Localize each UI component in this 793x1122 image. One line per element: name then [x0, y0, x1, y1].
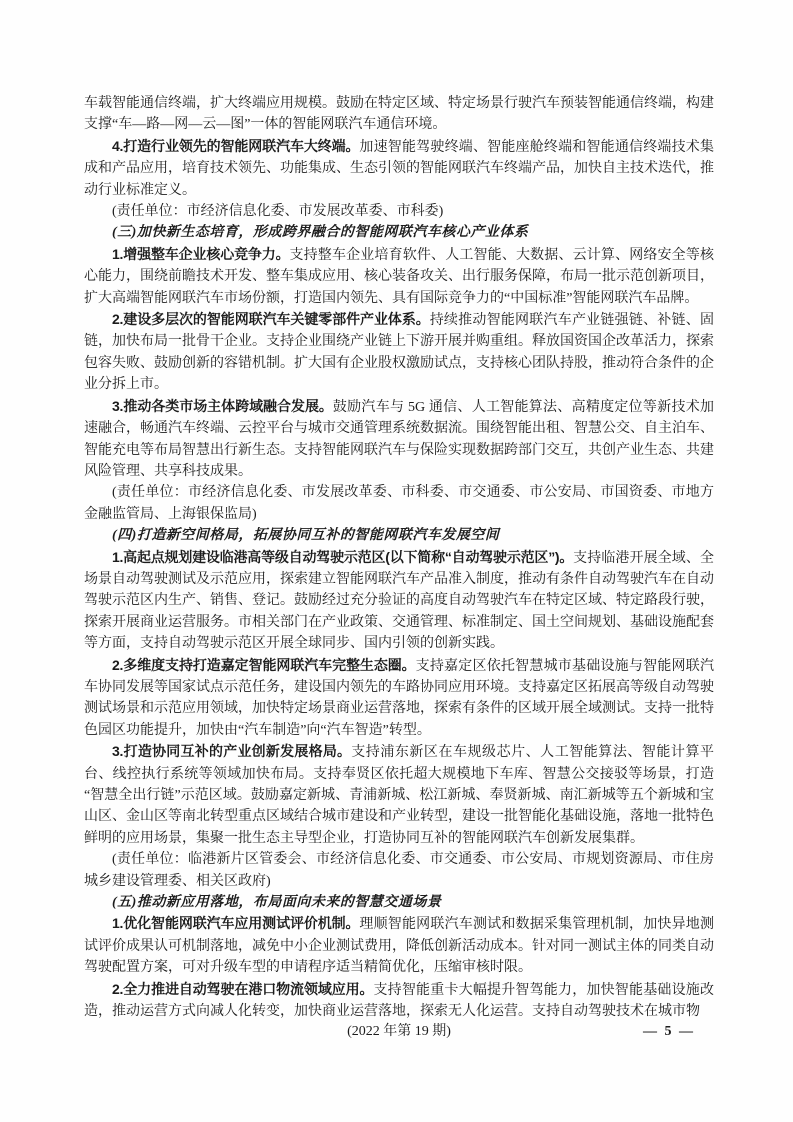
document-body [84, 93, 714, 1022]
section-heading: (三)加快新生态培育，形成跨界融合的智能网联汽车核心产业体系 [112, 225, 529, 241]
numbered-item-paragraph: 3.打造协同互补的产业创新发展格局。支持浦东新区在车规级芯片、人工智能算法、智能计算平台、线控执行系统等领域加快布局。支持奉贤区依托超大规模地下车库、智慧公交接驳等场景，打造“智慧全出行链”示范区域。鼓励嘉定新城、青浦新城、松江新城、奉贤新城、南汇新城等五个新城和宝山区、金山区等南北转型重点区域结合城市建设和产业转型，建设一批智能化基础设施，落地一批特色鲜明的应用场景，集聚一批生态主导型企业，打造协同互补的智能网联汽车创新发展集群。 [84, 743, 714, 846]
numbered-item-paragraph: 1.优化智能网联汽车应用测试评价机制。理顺智能网联汽车测试和数据采集管理机制，加快异地测试评价成果认可机制落地，减免中小企业测试费用，降低创新活动成本。针对同一测试主体的同类自动驾驶配置方案，可对升级车型的申请程序适当精简优化，压缩审核时限。 [84, 915, 715, 976]
numbered-item-paragraph: 2.全力推进自动驾驶在港口物流领域应用。支持智能重卡大幅提升智驾能力，加快智能基础设施改造，推动运营方式向减人化转变，加快商业运营落地，探索无人化运营。支持自动驾驶技术在城市物 [84, 980, 714, 1020]
numbered-item-paragraph: 3.推动各类市场主体跨域融合发展。鼓励汽车与 5G 通信、人工智能算法、高精度定位等新技术加速融合，畅通汽车终端、云控平台与城市交通管理系统数据流。围绕智能出租、智慧公交、自主泊车、智能充电等布局智慧出行新生态。支持智能网联汽车与保险实现数据跨部门交互，共创产业生态、共建风险管理、共享科技成果。 [84, 397, 715, 479]
numbered-item-paragraph: 1.高起点规划建设临港高等级自动驾驶示范区(以下简称“自动驾驶示范区”)。支持临港开展全域、全场景自动驾驶测试及示范应用，探索建立智能网联汽车产品准入制度，推动有条件自动驾驶汽车在自动驾驶示范区内生产、销售、登记。鼓励经过充分验证的高度自动驾驶汽车在特定区域、特定路段行驶，探索开展商业运营服务。市相关部门在产业政策、交通管理、标准制定、国土空间规划、基础设施配套等方面，支持自动驾驶示范区开展全球同步、国内引领的创新实践。 [84, 548, 714, 652]
section-heading: (四)打造新空间格局，拓展协同互补的智能网联汽车发展空间 [112, 528, 500, 544]
item-lead-sentence: 3.推动各类市场主体跨域融合发展。 [112, 397, 333, 414]
responsibility-unit-line: (责任单位：市经济信息化委、市发展改革委、市科委、市交通委、市公安局、市国资委、市地方金融监管局、上海银保监局) [84, 485, 714, 522]
item-lead-sentence: 3.打造协同互补的产业创新发展格局。 [112, 743, 352, 760]
section-heading: (五)推动新应用落地，布局面向未来的智慧交通场景 [112, 895, 442, 911]
item-lead-sentence: 1.增强整车企业核心竞争力。 [112, 245, 290, 262]
responsibility-unit-line: (责任单位：市经济信息化委、市发展改革委、市科委) [112, 204, 444, 220]
item-lead-sentence: 2.建设多层次的智能网联汽车关键零部件产业体系。 [112, 311, 430, 328]
numbered-item-paragraph: 2.多维度支持打造嘉定智能网联汽车完整生态圈。支持嘉定区依托智慧城市基础设施与智能网联汽车协同发展等国家试点示范任务，建设国内领先的车路协同应用环境。支持嘉定区拓展高等级自动驾驶测试场景和示范应用领域，加快特定场景商业运营落地，探索有条件的区域开展全域测试。支持一批特色园区功能提升，加快由“汽车制造”向“汽车智造”转型。 [84, 656, 714, 738]
item-lead-sentence: 4.打造行业领先的智能网联汽车大终端。 [112, 137, 360, 154]
body-paragraph-continued: 车载智能通信终端，扩大终端应用规模。鼓励在特定区域、特定场景行驶汽车预装智能通信终端，构建支撑“车—路—网—云—图”一体的智能网联汽车通信环境。 [84, 96, 714, 133]
numbered-item-paragraph: 4.打造行业领先的智能网联汽车大终端。加速智能驾驶终端、智能座舱终端和智能通信终端技术集成和产品应用，培育技术领先、功能集成、生态引领的智能网联汽车终端产品，加快自主技术迭代，推动行业标准定义。 [84, 137, 715, 198]
numbered-item-paragraph: 1.增强整车企业核心竞争力。支持整车企业培育软件、人工智能、大数据、云计算、网络安全等核心能力，围绕前瞻技术开发、整车集成应用、核心装备攻关、出行服务保障，布局一批示范创新项目，扩大高端智能网联汽车市场份额，打造国内领先、具有国际竞争力的“中国标准”智能网联汽车品牌。 [84, 245, 714, 306]
page-footer [84, 1021, 714, 1043]
item-lead-sentence: 1.高起点规划建设临港高等级自动驾驶示范区(以下简称“自动驾驶示范区”)。 [112, 548, 574, 565]
journal-issue: (2022 年第 19 期) [347, 1024, 451, 1039]
page-number: — 5 — [643, 1024, 695, 1039]
item-lead-sentence: 2.多维度支持打造嘉定智能网联汽车完整生态圈。 [112, 656, 416, 673]
item-lead-sentence: 1.优化智能网联汽车应用测试评价机制。 [112, 915, 360, 932]
responsibility-unit-line: (责任单位：临港新片区管委会、市经济信息化委、市交通委、市公安局、市规划资源局、市住房城乡建设管理委、相关区政府) [84, 852, 714, 889]
item-lead-sentence: 2.全力推进自动驾驶在港口物流领域应用。 [112, 980, 374, 997]
numbered-item-paragraph: 2.建设多层次的智能网联汽车关键零部件产业体系。持续推动智能网联汽车产业链强链、补链、固链，加快布局一批骨干企业。支持企业围绕产业链上下游开展并购重组。释放国资国企改革活力，探索包容失败、鼓励创新的容错机制。扩大国有企业股权激励试点，支持核心团队持股，推动符合条件的企业分拆上市。 [84, 311, 714, 393]
